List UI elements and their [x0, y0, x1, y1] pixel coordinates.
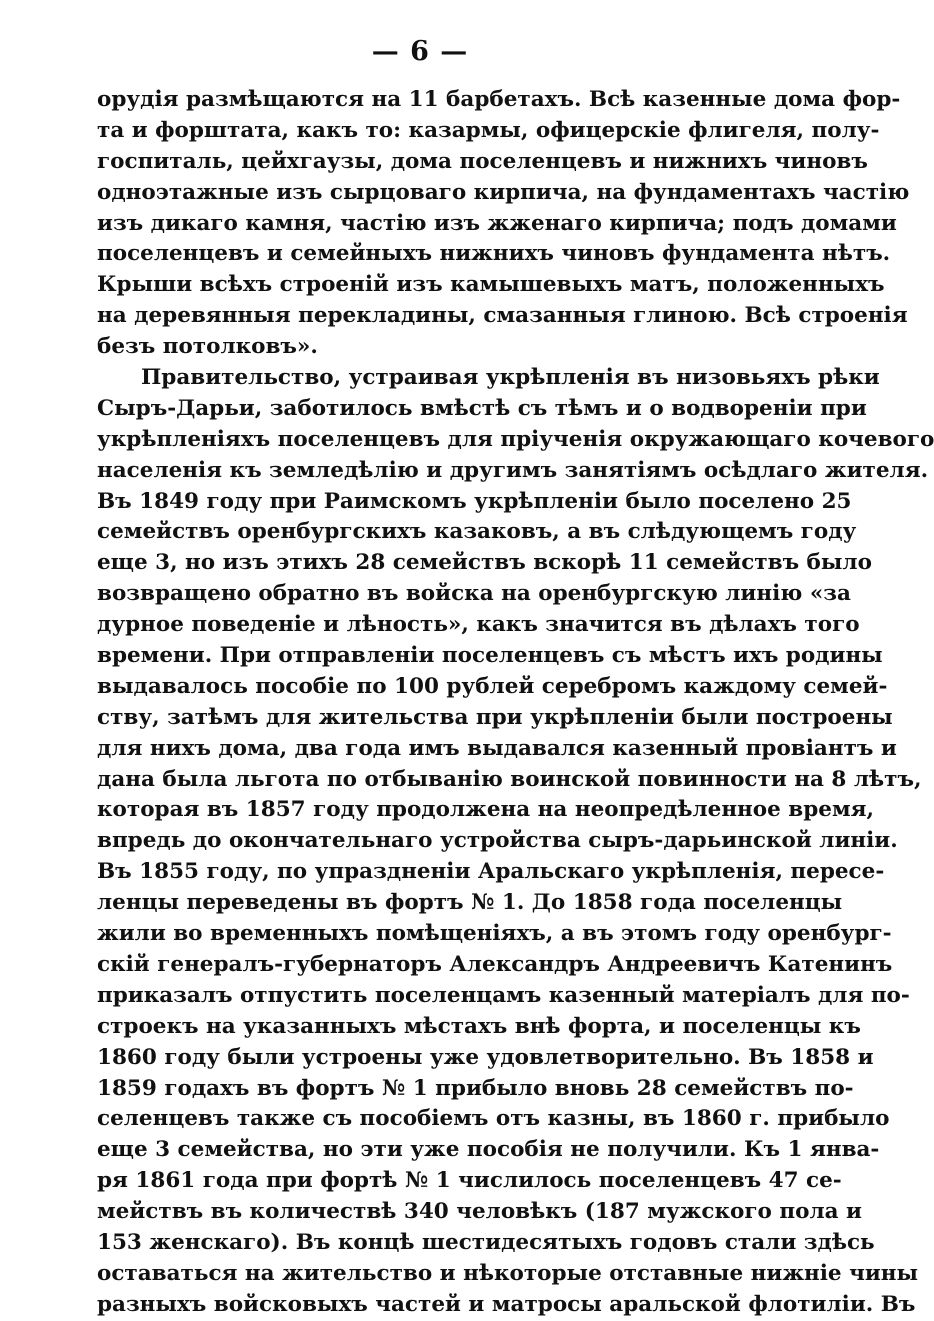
text-line: еще 3, но изъ этихъ 28 семействъ вскорѣ 11 семействъ было [97, 550, 872, 576]
body-text [97, 85, 934, 1321]
text-line: та и форштата, какъ то: казармы, офицерскіе флигеля, полу- [97, 117, 880, 143]
text-line: ленцы переведены въ фортъ № 1. До 1858 года поселенцы [97, 890, 843, 916]
text-line: 1859 годахъ въ фортъ № 1 прибыло вновь 28 семействъ по- [97, 1075, 854, 1101]
text-line: жили во временныхъ помѣщеніяхъ, а въ этомъ году оренбург- [97, 921, 892, 947]
text-line: безъ потолковъ». [97, 334, 318, 360]
text-line: 1860 году были устроены уже удовлетворительно. Въ 1858 и [97, 1044, 874, 1070]
page-number: — 6 — [371, 36, 469, 67]
text-line: орудія размѣщаются на 11 барбетахъ. Всѣ казенные дома фор- [97, 87, 901, 112]
text-line: Правительство, устраивая укрѣпленія въ низовьяхъ рѣки [141, 365, 880, 391]
text-line: которая въ 1857 году продолжена на неопредѣленное время, [97, 797, 874, 823]
text-line: селенцевъ также съ пособіемъ отъ казны, въ 1860 г. прибыло [97, 1106, 890, 1132]
text-line: семействъ оренбургскихъ казаковъ, а въ слѣдующемъ году [97, 519, 857, 545]
text-line: ству, затѣмъ для жительства при укрѣпленіи были построены [97, 704, 893, 730]
text-line: оставаться на жительство и нѣкоторые отставные нижніе чины [97, 1260, 919, 1286]
text-line: впредь до окончательнаго устройства сыръ-дарьинской линіи. [97, 828, 898, 854]
text-line: поселенцевъ и семейныхъ нижнихъ чиновъ фундамента нѣтъ. [97, 241, 891, 267]
text-line: времени. При отправленіи поселенцевъ съ мѣстъ ихъ родины [97, 643, 883, 669]
text-line: для нихъ дома, два года имъ выдавался казенный провіантъ и [97, 735, 897, 761]
text-line: ря 1861 года при фортѣ № 1 числилось поселенцевъ 47 се- [97, 1168, 842, 1194]
text-line: дурное поведеніе и лѣность», какъ значится въ дѣлахъ того [97, 612, 860, 638]
text-line: возвращено обратно въ войска на оренбургскую линію «за [97, 581, 851, 607]
text-line: Крыши всѣхъ строеній изъ камышевыхъ матъ, положенныхъ [97, 272, 885, 298]
text-line: разныхъ войсковыхъ частей и матросы аральской флотиліи. Въ [97, 1291, 916, 1317]
text-line: Въ 1855 году, по упраздненіи Аральскаго укрѣпленія, пересе- [97, 859, 885, 885]
paragraph [97, 363, 934, 1321]
text-line: изъ дикаго камня, частію изъ жженаго кирпича; подъ домами [97, 210, 897, 236]
text-line: мействъ въ количествѣ 340 человѣкъ (187 мужского пола и [97, 1199, 862, 1225]
text-line: Сыръ-Дарьи, заботилось вмѣстѣ съ тѣмъ и о водвореніи при [97, 395, 867, 421]
text-line: строекъ на указанныхъ мѣстахъ внѣ форта, и поселенцы къ [97, 1013, 861, 1039]
text-line: укрѣпленіяхъ поселенцевъ для пріученія окружающаго кочевого [97, 426, 934, 452]
text-line: выдавалось пособіе по 100 рублей серебромъ каждому семей- [97, 673, 888, 699]
text-line: приказалъ отпустить поселенцамъ казенный матеріалъ для по- [97, 982, 910, 1008]
text-line: госпиталь, цейхгаузы, дома поселенцевъ и нижнихъ чиновъ [97, 148, 868, 174]
text-line: 153 женскаго). Въ концѣ шестидесятыхъ годовъ стали здѣсь [97, 1229, 875, 1255]
text-line: еще 3 семейства, но эти уже пособія не получили. Къ 1 янва- [97, 1137, 880, 1163]
text-line: населенія къ земледѣлію и другимъ занятіямъ осѣдлаго жителя. [97, 457, 929, 483]
text-line: скій генералъ-губернаторъ Александръ Андреевичъ Катенинъ [97, 951, 893, 977]
paragraph [97, 85, 910, 363]
text-line: одноэтажные изъ сырцоваго кирпича, на фундаментахъ частію [97, 179, 910, 205]
text-line: на деревянныя перекладины, смазанныя глиною. Всѣ строенія [97, 303, 908, 329]
text-line: Въ 1849 году при Раимскомъ укрѣпленіи было поселено 25 [97, 488, 852, 514]
text-line: дана была льгота по отбыванію воинской повинности на 8 лѣтъ, [97, 766, 922, 792]
